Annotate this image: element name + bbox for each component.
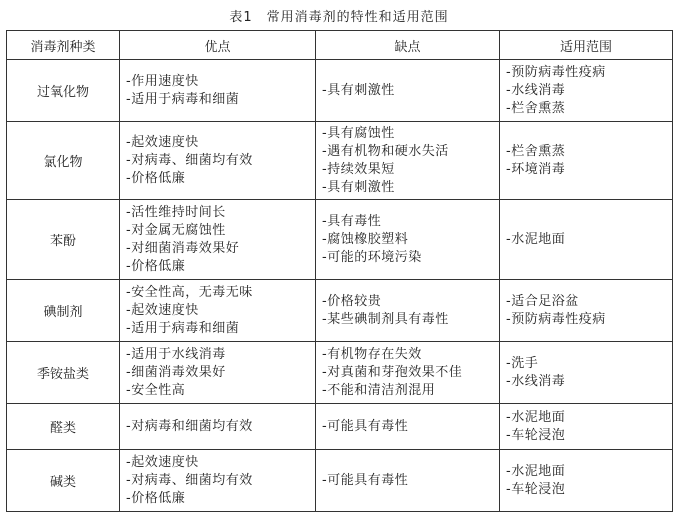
uses-item: -预防病毒性疫病 [506, 311, 606, 327]
cons-item: -具有刺激性 [322, 82, 395, 98]
category-cell: 氯化物 [7, 122, 120, 200]
cons-cell [316, 200, 500, 280]
cons-cell [316, 60, 500, 122]
uses-item: -水泥地面 [506, 463, 566, 479]
table-row [7, 122, 673, 200]
cons-item: -可能具有毒性 [322, 472, 409, 488]
cons-item: -遇有机物和硬水失活 [322, 143, 449, 159]
uses-item: -洗手 [506, 355, 539, 371]
category-cell: 过氧化物 [7, 60, 120, 122]
table-body [7, 60, 673, 512]
table-row [7, 60, 673, 122]
pros-item: -对细菌消毒效果好 [126, 240, 240, 256]
category-cell: 碘制剂 [7, 280, 120, 342]
pros-cell [120, 200, 316, 280]
header-uses: 适用范围 [500, 31, 673, 60]
uses-cell [500, 280, 673, 342]
pros-cell [120, 60, 316, 122]
uses-cell [500, 60, 673, 122]
uses-item: -环境消毒 [506, 161, 566, 177]
category-cell: 季铵盐类 [7, 342, 120, 404]
uses-item: -水泥地面 [506, 231, 566, 247]
header-cons: 缺点 [316, 31, 500, 60]
category-cell: 苯酚 [7, 200, 120, 280]
pros-cell [120, 450, 316, 512]
disinfectant-table [6, 30, 673, 512]
cons-item: -对真菌和芽孢效果不佳 [322, 364, 463, 380]
uses-cell [500, 200, 673, 280]
table-row [7, 450, 673, 512]
cons-cell [316, 122, 500, 200]
header-category: 消毒剂种类 [7, 31, 120, 60]
uses-item: -车轮浸泡 [506, 427, 566, 443]
cons-item: -不能和清洁剂混用 [322, 382, 436, 398]
uses-item: -水线消毒 [506, 373, 566, 389]
pros-item: -适用于病毒和细菌 [126, 91, 240, 107]
table-row [7, 200, 673, 280]
uses-item: -水泥地面 [506, 409, 566, 425]
pros-item: -安全性高 [126, 382, 186, 398]
table-caption: 表1 常用消毒剂的特性和适用范围 [229, 10, 449, 25]
pros-item: -安全性高，无毒无味 [126, 284, 253, 300]
uses-item: -预防病毒性疫病 [506, 64, 606, 80]
pros-item: -细菌消毒效果好 [126, 364, 226, 380]
pros-item: -对病毒和细菌均有效 [126, 418, 253, 434]
cons-item: -具有刺激性 [322, 179, 395, 195]
pros-item: -对金属无腐蚀性 [126, 222, 226, 238]
cons-item: -持续效果短 [322, 161, 395, 177]
pros-item: -适用于病毒和细菌 [126, 320, 240, 336]
uses-item: -适合足浴盆 [506, 293, 579, 309]
header-row [7, 31, 673, 60]
uses-cell [500, 342, 673, 404]
pros-item: -适用于水线消毒 [126, 346, 226, 362]
cons-item: -可能的环境污染 [322, 249, 422, 265]
cons-cell [316, 280, 500, 342]
cons-item: -有机物存在失效 [322, 346, 422, 362]
pros-item: -对病毒、细菌均有效 [126, 472, 253, 488]
cons-item: -可能具有毒性 [322, 418, 409, 434]
table-row [7, 404, 673, 450]
uses-cell [500, 404, 673, 450]
category-cell: 醛类 [7, 404, 120, 450]
pros-item: -作用速度快 [126, 73, 199, 89]
header-pros: 优点 [120, 31, 316, 60]
pros-item: -价格低廉 [126, 490, 186, 506]
uses-cell [500, 122, 673, 200]
cons-item: -具有毒性 [322, 213, 382, 229]
cons-item: -价格较贵 [322, 293, 382, 309]
uses-cell [500, 450, 673, 512]
category-cell: 碱类 [7, 450, 120, 512]
cons-item: -具有腐蚀性 [322, 125, 395, 141]
table-row [7, 280, 673, 342]
uses-item: -车轮浸泡 [506, 481, 566, 497]
uses-item: -水线消毒 [506, 82, 566, 98]
pros-item: -对病毒、细菌均有效 [126, 152, 253, 168]
pros-item: -起效速度快 [126, 454, 199, 470]
pros-cell [120, 404, 316, 450]
cons-cell [316, 450, 500, 512]
uses-item: -栏舍熏蒸 [506, 100, 566, 116]
pros-item: -价格低廉 [126, 258, 186, 274]
cons-cell [316, 404, 500, 450]
pros-item: -起效速度快 [126, 302, 199, 318]
cons-cell [316, 342, 500, 404]
cons-item: -某些碘制剂具有毒性 [322, 311, 449, 327]
uses-item: -栏舍熏蒸 [506, 143, 566, 159]
cons-item: -腐蚀橡胶塑料 [322, 231, 409, 247]
pros-cell [120, 122, 316, 200]
table-row [7, 342, 673, 404]
pros-item: -价格低廉 [126, 170, 186, 186]
pros-cell [120, 280, 316, 342]
pros-item: -起效速度快 [126, 134, 199, 150]
pros-item: -活性维持时间长 [126, 204, 226, 220]
pros-cell [120, 342, 316, 404]
